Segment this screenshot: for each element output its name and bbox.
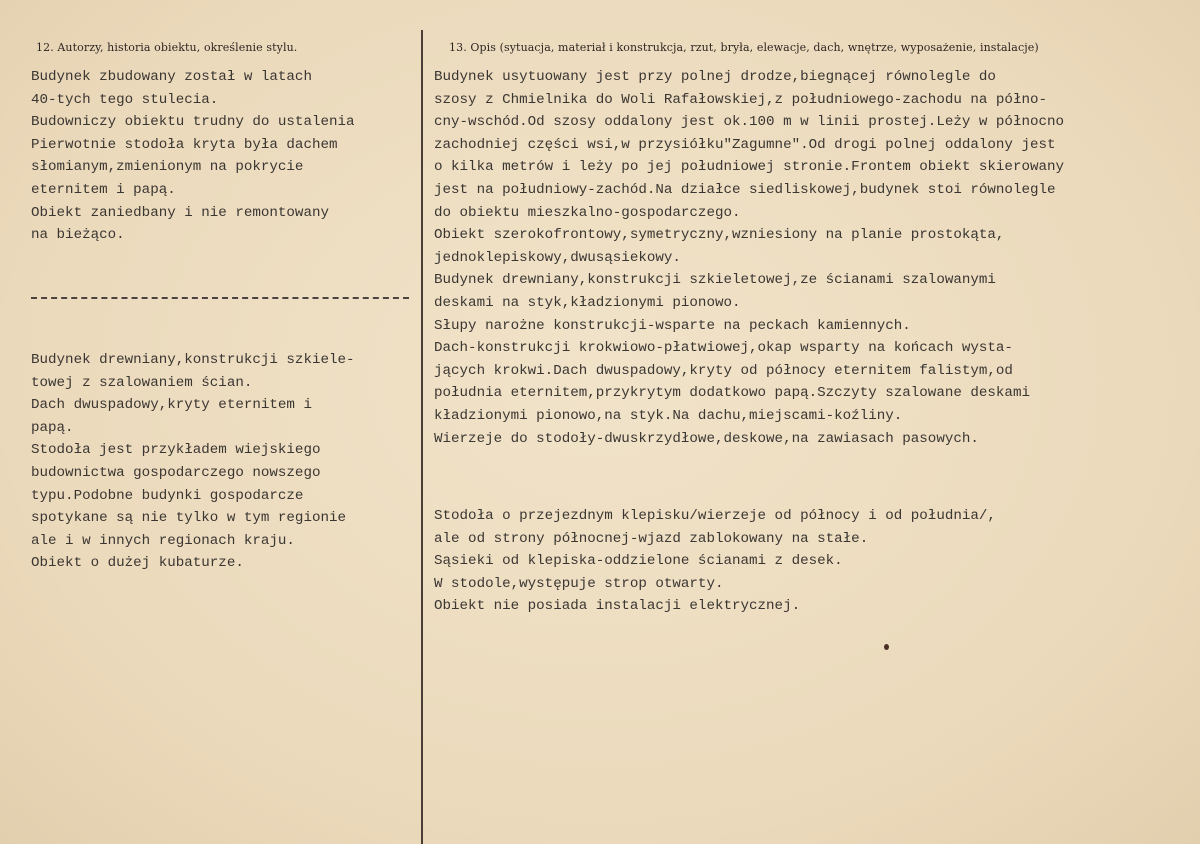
- text-line: kładzionymi pionowo,na styk.Na dachu,miejscami-koźliny.: [434, 407, 903, 424]
- text-line: Budynek drewniany,konstrukcji szkiele-: [31, 352, 355, 368]
- text-line: budownictwa gospodarczego nowszego: [31, 464, 321, 481]
- text-line: cny-wschód.Od szosy oddalony jest ok.100 m w linii prostej.Leży w północno: [434, 114, 1065, 131]
- section-13-heading: 13. Opis (sytuacja, materiał i konstrukcja, rzut, bryła, elewacje, dach, wnętrze, wyposażenie, instalacje): [449, 41, 1039, 54]
- text-line: Budynek zbudowany został w latach: [31, 69, 312, 85]
- column-divider: [421, 30, 423, 844]
- description-text: [434, 66, 1064, 450]
- text-line: spotykane są nie tylko w tym regionie: [31, 510, 347, 527]
- text-line: do obiektu mieszkalno-gospodarczego.: [434, 204, 741, 221]
- text-line: Obiekt o dużej kubaturze.: [31, 555, 244, 572]
- text-line: typu.Podobne budynki gospodarcze: [31, 487, 304, 504]
- text-line: zachodniej części wsi,w przysiółku"Zagumne".Od drogi polnej oddalony jest: [434, 136, 1056, 153]
- text-line: Dach dwuspadowy,kryty eternitem i: [31, 397, 312, 414]
- dashed-separator: [31, 297, 409, 299]
- text-line: eternitem i papą.: [31, 181, 176, 198]
- text-line: na bieżąco.: [31, 227, 125, 244]
- text-line: Pierwotnie stodoła kryta była dachem: [31, 136, 338, 153]
- text-line: towej z szalowaniem ścian.: [31, 374, 253, 391]
- ink-spot: [884, 644, 889, 650]
- text-line: Stodoła jest przykładem wiejskiego: [31, 442, 321, 459]
- text-line: Budowniczy obiektu trudny do ustalenia: [31, 114, 355, 131]
- section-12-heading: 12. Autorzy, historia obiektu, określenie stylu.: [36, 41, 298, 54]
- text-line: Obiekt zaniedbany i nie remontowany: [31, 204, 329, 221]
- text-line: Budynek usytuowany jest przy polnej drodze,biegnącej równolegle do: [434, 69, 996, 85]
- text-line: Słupy narożne konstrukcji-wsparte na peckach kamiennych.: [434, 317, 911, 334]
- text-line: 40-tych tego stulecia.: [31, 91, 219, 108]
- text-line: W stodole,występuje strop otwarty.: [434, 575, 724, 592]
- authors-history-text: [31, 66, 355, 247]
- text-line: Dach-konstrukcji krokwiowo-płatwiowej,okap wsparty na końcach wysta-: [434, 340, 1013, 357]
- text-line: o kilka metrów i leży po jej południowej stronie.Frontem obiekt skierowany: [434, 159, 1065, 176]
- style-definition-text: [31, 349, 355, 575]
- text-line: deskami na styk,kładzionymi pionowo.: [434, 294, 741, 311]
- text-line: ale od strony północnej-wjazd zablokowany na stałe.: [434, 530, 869, 547]
- text-line: Obiekt nie posiada instalacji elektrycznej.: [434, 598, 801, 615]
- text-line: jących krokwi.Dach dwuspadowy,kryty od północy eternitem falistym,od: [434, 362, 1013, 379]
- text-line: południa eternitem,przykrytym dodatkowo papą.Szczyty szalowane deskami: [434, 385, 1030, 402]
- text-line: Wierzeje do stodoły-dwuskrzydłowe,deskowe,na zawiasach pasowych.: [434, 430, 979, 447]
- text-line: ale i w innych regionach kraju.: [31, 532, 295, 549]
- text-line: jest na południowy-zachód.Na działce siedliskowej,budynek stoi równolegle: [434, 181, 1056, 198]
- text-line: jednoklepiskowy,dwusąsiekowy.: [434, 249, 681, 266]
- text-line: papą.: [31, 419, 74, 436]
- text-line: Stodoła o przejezdnym klepisku/wierzeje od północy i od południa/,: [434, 508, 996, 524]
- interior-text: [434, 505, 996, 618]
- text-line: Sąsieki od klepiska-oddzielone ścianami z desek.: [434, 553, 843, 570]
- text-line: Budynek drewniany,konstrukcji szkieletowej,ze ścianami szalowanymi: [434, 272, 996, 289]
- text-line: szosy z Chmielnika do Woli Rafałowskiej,z południowego-zachodu na półno-: [434, 91, 1047, 108]
- text-line: słomianym,zmienionym na pokrycie: [31, 159, 304, 176]
- text-line: Obiekt szerokofrontowy,symetryczny,wzniesiony na planie prostokąta,: [434, 227, 1005, 244]
